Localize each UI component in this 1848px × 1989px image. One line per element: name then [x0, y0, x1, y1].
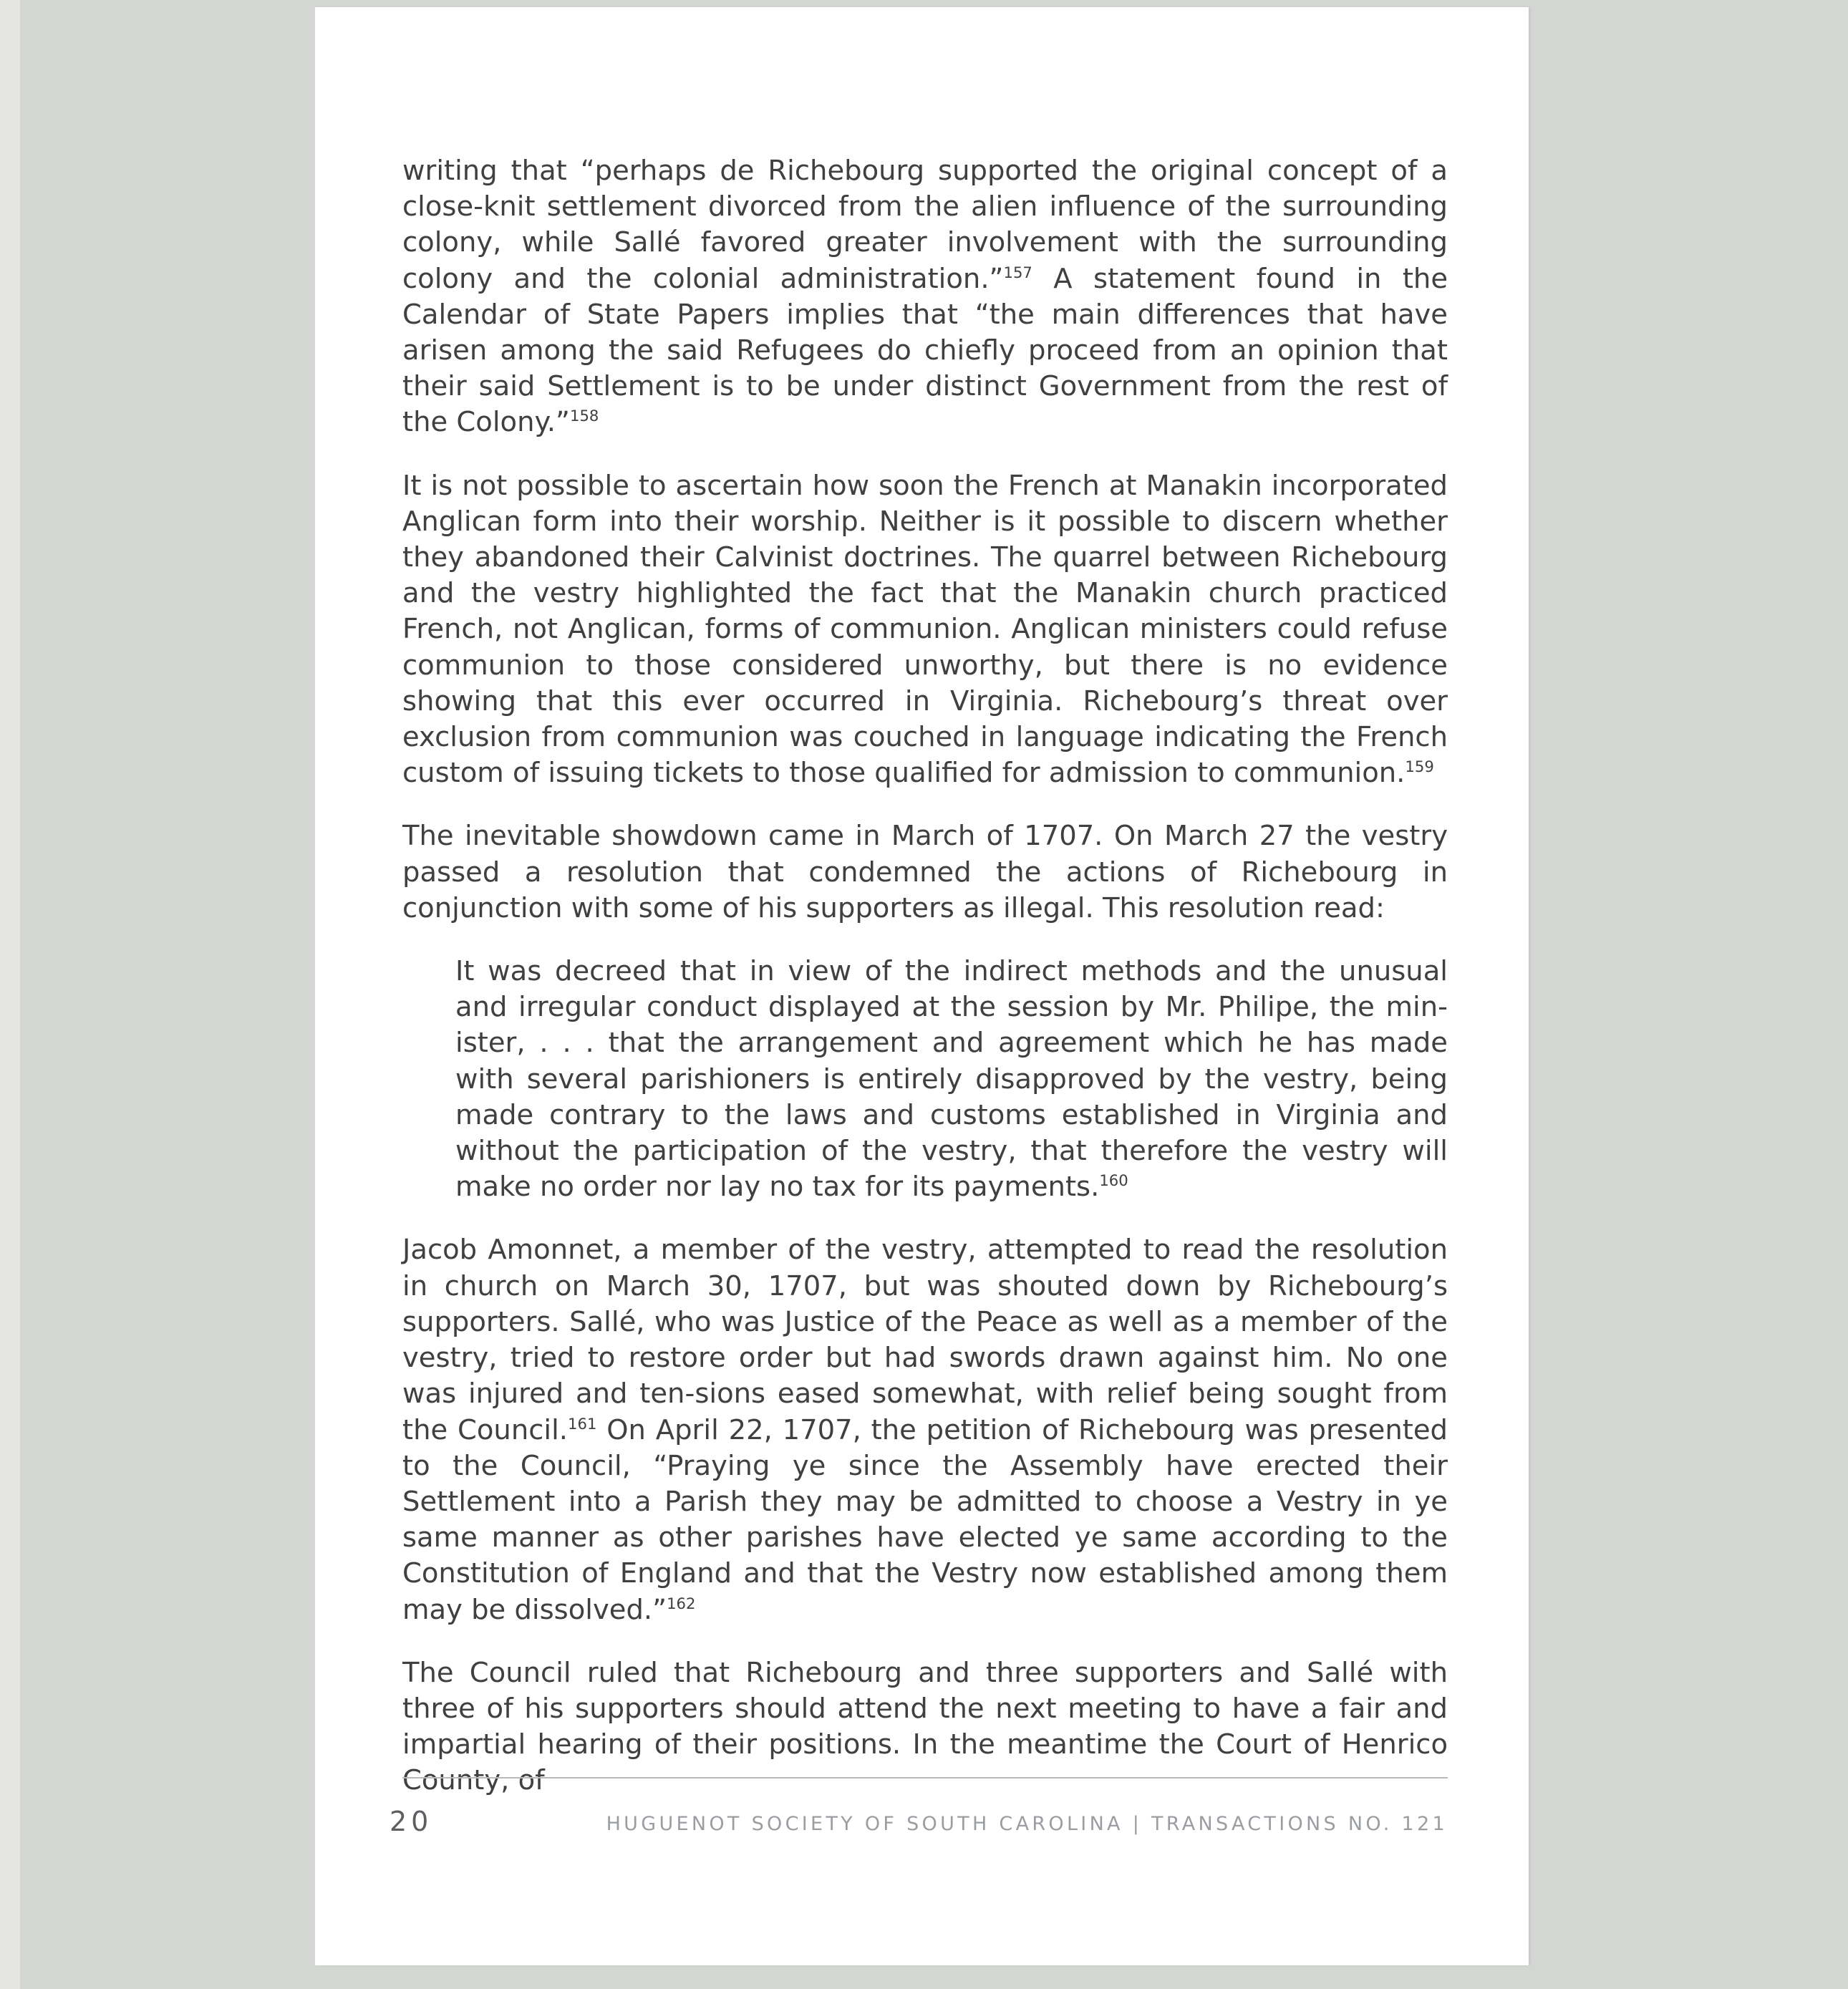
scanner-edge: [0, 0, 20, 1989]
footnote-ref: 161: [568, 1414, 597, 1433]
footnote-ref: 157: [1003, 263, 1032, 281]
block-quote: It was decreed that in view of the indirect methods and the unusual and irregular conduct displayed at the session by Mr. Philipe, the min-ister, . . . that the arrangement and agreement which he has made with several parishioners is entirely disapproved by the vestry, being made contrary to the laws and customs established in Virginia and without the participation of the vestry, that therefore the vestry will make no order nor lay no tax for its payments.$^{160}$: [455, 955, 1448, 1204]
footnote-ref: 158: [570, 407, 599, 425]
paragraph: Jacob Amonnet, a member of the vestry, attempted to read the resolution in church on March 30, 1707, but was shouted down by Richebourg’s supporters. Sallé, who was Justice of the Peace as well as a member of the vestry, tried to restore order but had swords drawn against him. No one was injured and ten-sions eased somewhat, with relief being sought from the Council.$^{161}$ On April 22, 1707, the petition of Richebourg was presented to the Council, “Praying ye since the Assembly have erected their Settlement into a Parish they may be admitted to choose a Vestry in ye same manner as other parishes have elected ye same according to the Constitution of England and that the Vestry now established among them may be dissolved.”$^{162}$: [402, 1234, 1448, 1626]
footnote-ref: 159: [1405, 758, 1434, 776]
paragraph: The Council ruled that Richebourg and three supporters and Sallé with three of his supporters should attend the next meeting to have a fair and impartial hearing of their positions. In the meantime the Court of Henrico County, of: [402, 1656, 1448, 1797]
document-page: [315, 7, 1529, 1965]
footnote-ref: 162: [667, 1594, 696, 1612]
body-text: [402, 153, 1448, 1826]
page-number: 20: [390, 1806, 433, 1837]
paragraph: The inevitable showdown came in March of 1707. On March 27 the vestry passed a resolution that condemned the actions of Richebourg in conjunction with some of his supporters as illegal. This resolution read:: [402, 820, 1448, 924]
footnote-ref: 160: [1099, 1171, 1128, 1190]
footer-rule: [402, 1777, 1448, 1779]
paragraph: It is not possible to ascertain how soon the French at Manakin incorporated Anglican form into their worship. Neither is it possible to discern whether they abandoned their Calvinist doctrines. The quarrel between Richebourg and the vestry highlighted the fact that the Manakin church practiced French, not Anglican, forms of communion. Anglican ministers could refuse communion to those considered unworthy, but there is no evidence showing that this ever occurred in Virginia. Richebourg’s threat over exclusion from communion was couched in language indicating the French custom of issuing tickets to those qualified for admission to communion.$^{159}$: [402, 469, 1448, 790]
running-footer: HUGUENOT SOCIETY OF SOUTH CAROLINA | TRANSACTIONS NO. 121: [606, 1813, 1448, 1835]
paragraph: writing that “perhaps de Richebourg supported the original concept of a close-knit settlement divorced from the alien influence of the surrounding colony, while Sallé favored greater involvement with the surrounding colony and the colonial administration.”$^{157}$ A statement found in the Calendar of State Papers implies that “the main differences that have arisen among the said Refugees do chiefly proceed from an opinion that their said Settlement is to be under distinct Government from the rest of the Colony.”$^{158}$: [402, 155, 1448, 439]
